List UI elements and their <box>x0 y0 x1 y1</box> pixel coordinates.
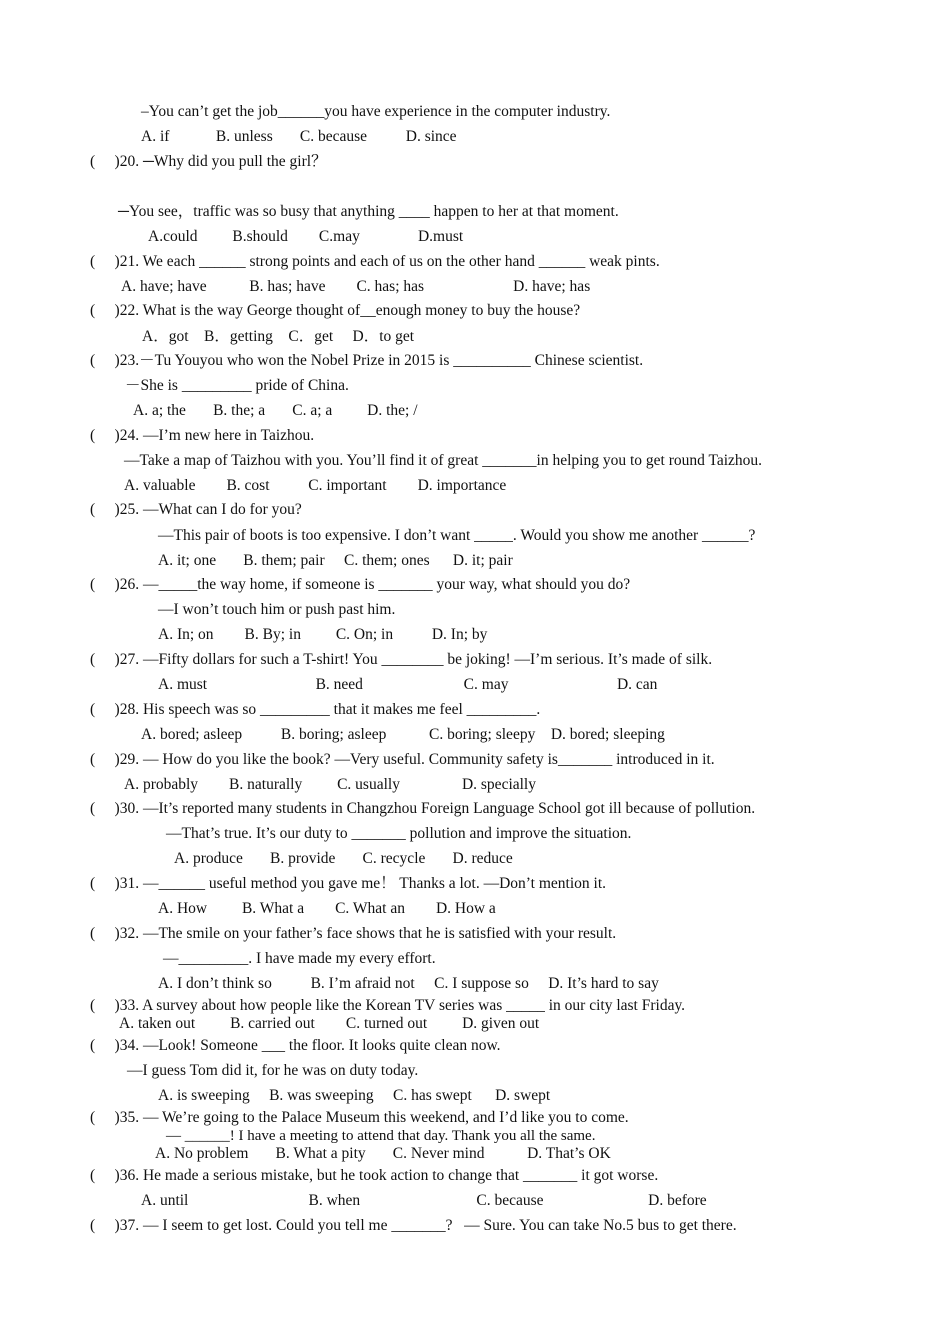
answer-options: A. is sweeping B. was sweeping C. has swept D. swept <box>158 1087 551 1104</box>
question-26: ( )26. —_____the way home, if someone is _______ your way, what should you do? <box>90 576 631 593</box>
text-line: ─You see，traffic was so busy that anything ____ happen to her at that moment. <box>118 203 619 220</box>
answer-options: A. if B. unless C. because D. since <box>141 128 457 145</box>
answer-options: A. it; one B. them; pair C. them; ones D. it; pair <box>158 552 513 569</box>
question-35: ( )35. — We’re going to the Palace Museum this weekend, and I’d like you to come. <box>90 1109 629 1126</box>
question-27: ( )27. —Fifty dollars for such a T-shirt! You ________ be joking! —I’m serious. It’s made of silk. <box>90 651 713 668</box>
answer-options: A. valuable B. cost C. important D. importance <box>124 477 507 494</box>
text-line: －She is _________ pride of China. <box>125 377 349 394</box>
answer-options: A. a; the B. the; a C. a; a D. the; / <box>133 402 418 419</box>
question-22: ( )22. What is the way George thought of__enough money to buy the house? <box>90 302 581 319</box>
question-33: ( )33. A survey about how people like the Korean TV series was _____ in our city last Friday. <box>90 997 686 1014</box>
question-36: ( )36. He made a serious mistake, but he took action to change that _______ it got worse. <box>90 1167 659 1184</box>
answer-options: A. No problem B. What a pity C. Never mind D. That’s OK <box>155 1145 611 1162</box>
question-31: ( )31. —______ useful method you gave me！ Thanks a lot. —Don’t mention it. <box>90 875 607 892</box>
answer-options: A. How B. What a C. What an D. How a <box>158 900 496 917</box>
question-23: ( )23.－Tu Youyou who won the Nobel Prize in 2015 is __________ Chinese scientist. <box>90 352 644 369</box>
answer-options: A. have; have B. has; have C. has; has D. have; has <box>121 278 591 295</box>
answer-options: A. In; on B. By; in C. On; in D. In; by <box>158 626 488 643</box>
answer-options: A. until B. when C. because D. before <box>141 1192 707 1209</box>
answer-options: A．got B．getting C．get D．to get <box>142 328 415 345</box>
answer-options: A. must B. need C. may D. can <box>158 676 658 693</box>
question-37: ( )37. — I seem to get lost. Could you tell me _______? — Sure. You can take No.5 bus to get there. <box>90 1217 737 1234</box>
answer-options: A.could B.should C.may D.must <box>148 228 464 245</box>
text-line: –You can’t get the job______you have experience in the computer industry. <box>141 103 611 120</box>
text-line: —That’s true. It’s our duty to _______ pollution and improve the situation. <box>166 825 632 842</box>
text-line: —I guess Tom did it, for he was on duty today. <box>127 1062 419 1079</box>
answer-options: A. probably B. naturally C. usually D. specially <box>124 776 536 793</box>
text-line: —Take a map of Taizhou with you. You’ll find it of great _______in helping you to get round Taizhou. <box>124 452 763 469</box>
question-29: ( )29. — How do you like the book? —Very useful. Community safety is_______ introduced in it. <box>90 751 715 768</box>
question-24: ( )24. —I’m new here in Taizhou. <box>90 427 315 444</box>
question-32: ( )32. —The smile on your father’s face shows that he is satisfied with your result. <box>90 925 617 942</box>
answer-options: A. bored; asleep B. boring; asleep C. boring; sleepy D. bored; sleeping <box>141 726 665 743</box>
question-34: ( )34. —Look! Someone ___ the floor. It looks quite clean now. <box>90 1037 501 1054</box>
answer-options: A. I don’t think so B. I’m afraid not C. I suppose so D. It’s hard to say <box>158 975 659 992</box>
question-20: ( )20. ─Why did you pull the girl？ <box>90 153 327 170</box>
text-line: —_________. I have made my every effort. <box>163 950 436 967</box>
question-25: ( )25. —What can I do for you? <box>90 501 302 518</box>
question-21: ( )21. We each ______ strong points and each of us on the other hand ______ weak pints. <box>90 253 660 270</box>
text-line: — ______! I have a meeting to attend that day. Thank you all the same. <box>166 1128 596 1144</box>
answer-options: A. taken out B. carried out C. turned out D. given out <box>119 1015 540 1032</box>
answer-options: A. produce B. provide C. recycle D. reduce <box>174 850 513 867</box>
text-line: —This pair of boots is too expensive. I don’t want _____. Would you show me another ______? <box>158 527 756 544</box>
text-line: —I won’t touch him or push past him. <box>158 601 396 618</box>
question-30: ( )30. —It’s reported many students in Changzhou Foreign Language School got ill because of pollution. <box>90 800 756 817</box>
question-28: ( )28. His speech was so _________ that it makes me feel _________. <box>90 701 541 718</box>
